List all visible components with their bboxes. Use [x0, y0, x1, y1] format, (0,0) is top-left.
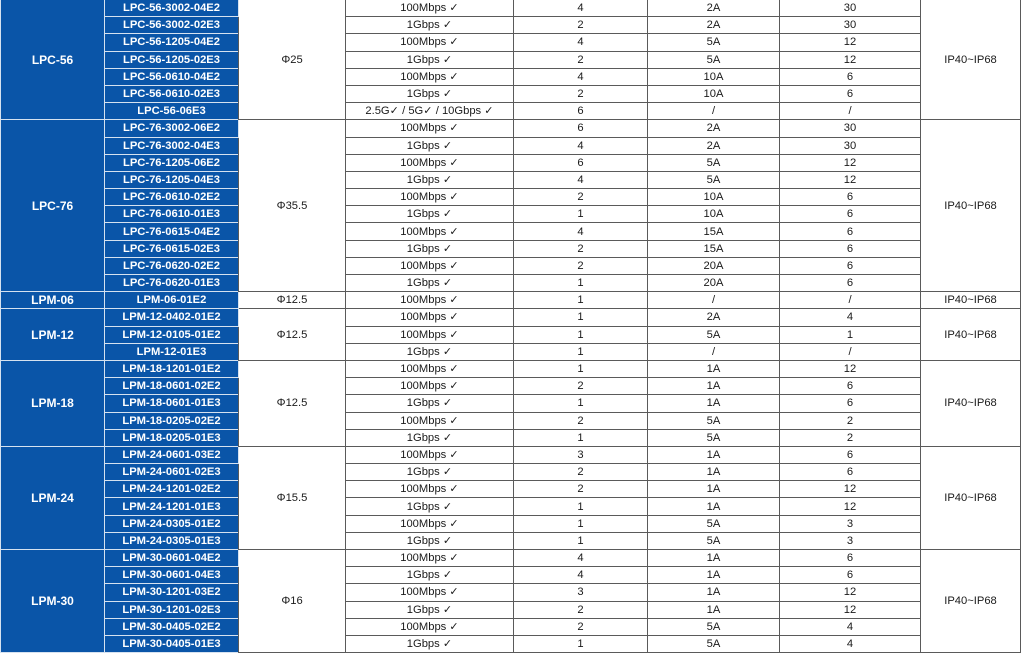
ports-cell: 2: [514, 481, 648, 498]
ports-cell: 1: [514, 343, 648, 360]
network-speed-cell: 100Mbps ✓: [346, 120, 514, 137]
ports-cell: 1: [514, 309, 648, 326]
network-speed-cell: 100Mbps ✓: [346, 515, 514, 532]
cycles-cell: 6: [780, 378, 921, 395]
table-row: [1, 137, 1021, 154]
table-row: [1, 154, 1021, 171]
diameter-cell: Φ12.5: [239, 309, 346, 361]
current-cell: 5A: [648, 429, 780, 446]
model-number-cell: LPM-30-0405-02E2: [105, 618, 239, 635]
current-cell: 1A: [648, 395, 780, 412]
network-speed-cell: 1Gbps ✓: [346, 635, 514, 652]
model-number-cell: LPC-76-0615-02E3: [105, 240, 239, 257]
cycles-cell: 6: [780, 223, 921, 240]
cycles-cell: 3: [780, 532, 921, 549]
cycles-cell: 6: [780, 68, 921, 85]
ports-cell: 2: [514, 618, 648, 635]
ports-cell: 3: [514, 584, 648, 601]
series-name-cell: LPM-18: [1, 360, 105, 446]
model-number-cell: LPM-18-0205-01E3: [105, 429, 239, 446]
network-speed-cell: 1Gbps ✓: [346, 85, 514, 102]
diameter-cell: Φ16: [239, 550, 346, 653]
table-row: [1, 498, 1021, 515]
model-number-cell: LPM-06-01E2: [105, 292, 239, 309]
network-speed-cell: 1Gbps ✓: [346, 275, 514, 292]
diameter-cell: Φ12.5: [239, 360, 346, 446]
cycles-cell: 6: [780, 85, 921, 102]
network-speed-cell: 100Mbps ✓: [346, 550, 514, 567]
ports-cell: 2: [514, 378, 648, 395]
table-row: [1, 103, 1021, 120]
network-speed-cell: 100Mbps ✓: [346, 34, 514, 51]
current-cell: 5A: [648, 51, 780, 68]
table-row: [1, 360, 1021, 377]
model-number-cell: LPC-76-0620-02E2: [105, 257, 239, 274]
network-speed-cell: 100Mbps ✓: [346, 446, 514, 463]
network-speed-cell: 1Gbps ✓: [346, 601, 514, 618]
network-speed-cell: 100Mbps ✓: [346, 292, 514, 309]
cycles-cell: 6: [780, 206, 921, 223]
network-speed-cell: 100Mbps ✓: [346, 223, 514, 240]
network-speed-cell: 100Mbps ✓: [346, 618, 514, 635]
ports-cell: 2: [514, 240, 648, 257]
ip-rating-cell: IP40~IP68: [921, 446, 1021, 549]
diameter-cell: Φ35.5: [239, 120, 346, 292]
model-number-cell: LPC-76-1205-06E2: [105, 154, 239, 171]
table-row: [1, 481, 1021, 498]
model-number-cell: LPM-12-0105-01E2: [105, 326, 239, 343]
model-number-cell: LPM-18-1201-01E2: [105, 360, 239, 377]
table-row: [1, 189, 1021, 206]
network-speed-cell: 1Gbps ✓: [346, 171, 514, 188]
network-speed-cell: 100Mbps ✓: [346, 257, 514, 274]
current-cell: 2A: [648, 0, 780, 17]
network-speed-cell: 100Mbps ✓: [346, 154, 514, 171]
model-number-cell: LPM-12-01E3: [105, 343, 239, 360]
model-number-cell: LPM-24-1201-01E3: [105, 498, 239, 515]
ports-cell: 2: [514, 85, 648, 102]
ports-cell: 6: [514, 154, 648, 171]
model-number-cell: LPC-56-1205-02E3: [105, 51, 239, 68]
ports-cell: 2: [514, 51, 648, 68]
network-speed-cell: 100Mbps ✓: [346, 481, 514, 498]
current-cell: 1A: [648, 378, 780, 395]
table-row: [1, 343, 1021, 360]
ports-cell: 4: [514, 0, 648, 17]
cycles-cell: 30: [780, 17, 921, 34]
table-row: [1, 446, 1021, 463]
network-speed-cell: 1Gbps ✓: [346, 343, 514, 360]
current-cell: 5A: [648, 326, 780, 343]
table-row: [1, 275, 1021, 292]
ip-rating-cell: IP40~IP68: [921, 120, 1021, 292]
model-number-cell: LPM-24-0305-01E3: [105, 532, 239, 549]
model-number-cell: LPC-56-1205-04E2: [105, 34, 239, 51]
table-row: [1, 17, 1021, 34]
current-cell: 1A: [648, 446, 780, 463]
cycles-cell: 6: [780, 550, 921, 567]
cycles-cell: 12: [780, 601, 921, 618]
current-cell: 1A: [648, 481, 780, 498]
cycles-cell: 12: [780, 360, 921, 377]
table-row: [1, 395, 1021, 412]
model-number-cell: LPC-76-0610-01E3: [105, 206, 239, 223]
current-cell: 10A: [648, 68, 780, 85]
current-cell: 1A: [648, 550, 780, 567]
ports-cell: 1: [514, 498, 648, 515]
model-number-cell: LPC-76-0620-01E3: [105, 275, 239, 292]
model-number-cell: LPC-56-3002-02E3: [105, 17, 239, 34]
table-row: [1, 429, 1021, 446]
table-row: [1, 240, 1021, 257]
ports-cell: 4: [514, 550, 648, 567]
ports-cell: 2: [514, 464, 648, 481]
model-number-cell: LPC-56-3002-04E2: [105, 0, 239, 17]
table-row: [1, 171, 1021, 188]
network-speed-cell: 1Gbps ✓: [346, 395, 514, 412]
table-row: [1, 412, 1021, 429]
table-row: [1, 515, 1021, 532]
model-number-cell: LPM-18-0205-02E2: [105, 412, 239, 429]
model-number-cell: LPC-76-1205-04E3: [105, 171, 239, 188]
current-cell: 2A: [648, 17, 780, 34]
current-cell: 5A: [648, 154, 780, 171]
table-row: [1, 68, 1021, 85]
ip-rating-cell: IP40~IP68: [921, 292, 1021, 309]
model-number-cell: LPC-76-3002-06E2: [105, 120, 239, 137]
network-speed-cell: 100Mbps ✓: [346, 584, 514, 601]
current-cell: 1A: [648, 584, 780, 601]
ports-cell: 1: [514, 635, 648, 652]
ip-rating-cell: IP40~IP68: [921, 309, 1021, 361]
cycles-cell: 30: [780, 0, 921, 17]
network-speed-cell: 100Mbps ✓: [346, 309, 514, 326]
model-number-cell: LPM-24-1201-02E2: [105, 481, 239, 498]
table-row: [1, 292, 1021, 309]
network-speed-cell: 1Gbps ✓: [346, 240, 514, 257]
model-number-cell: LPM-18-0601-02E2: [105, 378, 239, 395]
current-cell: 1A: [648, 498, 780, 515]
ports-cell: 2: [514, 17, 648, 34]
network-speed-cell: 100Mbps ✓: [346, 68, 514, 85]
cycles-cell: 30: [780, 120, 921, 137]
ports-cell: 1: [514, 275, 648, 292]
current-cell: 15A: [648, 240, 780, 257]
network-speed-cell: 1Gbps ✓: [346, 429, 514, 446]
cycles-cell: 12: [780, 154, 921, 171]
current-cell: /: [648, 292, 780, 309]
current-cell: 2A: [648, 309, 780, 326]
series-name-cell: LPM-30: [1, 550, 105, 653]
table-row: [1, 206, 1021, 223]
current-cell: 15A: [648, 223, 780, 240]
ports-cell: 1: [514, 395, 648, 412]
current-cell: 2A: [648, 137, 780, 154]
current-cell: /: [648, 343, 780, 360]
cycles-cell: 6: [780, 395, 921, 412]
ports-cell: 2: [514, 189, 648, 206]
ports-cell: 1: [514, 515, 648, 532]
series-name-cell: LPM-06: [1, 292, 105, 309]
network-speed-cell: 1Gbps ✓: [346, 464, 514, 481]
model-number-cell: LPM-30-0405-01E3: [105, 635, 239, 652]
ip-rating-cell: IP40~IP68: [921, 360, 1021, 446]
network-speed-cell: 1Gbps ✓: [346, 532, 514, 549]
network-speed-cell: 100Mbps ✓: [346, 378, 514, 395]
model-number-cell: LPM-30-1201-03E2: [105, 584, 239, 601]
ports-cell: 1: [514, 429, 648, 446]
table-row: [1, 51, 1021, 68]
cycles-cell: 4: [780, 635, 921, 652]
series-name-cell: LPC-56: [1, 0, 105, 120]
cycles-cell: /: [780, 103, 921, 120]
ports-cell: 4: [514, 68, 648, 85]
model-number-cell: LPM-24-0305-01E2: [105, 515, 239, 532]
diameter-cell: Φ12.5: [239, 292, 346, 309]
cycles-cell: 12: [780, 481, 921, 498]
ports-cell: 4: [514, 137, 648, 154]
table-row: [1, 550, 1021, 567]
ports-cell: 4: [514, 34, 648, 51]
cycles-cell: /: [780, 343, 921, 360]
cycles-cell: 6: [780, 257, 921, 274]
current-cell: 10A: [648, 206, 780, 223]
table-row: [1, 584, 1021, 601]
current-cell: 1A: [648, 360, 780, 377]
ports-cell: 3: [514, 446, 648, 463]
network-speed-cell: 1Gbps ✓: [346, 137, 514, 154]
cycles-cell: 12: [780, 171, 921, 188]
current-cell: 5A: [648, 34, 780, 51]
cycles-cell: 4: [780, 618, 921, 635]
diameter-cell: Φ25: [239, 0, 346, 120]
cycles-cell: 2: [780, 412, 921, 429]
cycles-cell: 30: [780, 137, 921, 154]
current-cell: 5A: [648, 171, 780, 188]
cycles-cell: 6: [780, 446, 921, 463]
ports-cell: 1: [514, 326, 648, 343]
table-row: [1, 0, 1021, 17]
model-number-cell: LPM-30-0601-04E2: [105, 550, 239, 567]
current-cell: 10A: [648, 85, 780, 102]
model-number-cell: LPC-56-0610-04E2: [105, 68, 239, 85]
table-row: [1, 567, 1021, 584]
table-row: [1, 223, 1021, 240]
model-number-cell: LPM-18-0601-01E3: [105, 395, 239, 412]
ports-cell: 1: [514, 360, 648, 377]
cycles-cell: 12: [780, 584, 921, 601]
series-name-cell: LPM-12: [1, 309, 105, 361]
ports-cell: 1: [514, 292, 648, 309]
current-cell: 1A: [648, 464, 780, 481]
current-cell: 5A: [648, 635, 780, 652]
cycles-cell: 6: [780, 189, 921, 206]
cycles-cell: 12: [780, 498, 921, 515]
current-cell: 20A: [648, 275, 780, 292]
cycles-cell: /: [780, 292, 921, 309]
model-number-cell: LPM-30-0601-04E3: [105, 567, 239, 584]
network-speed-cell: 2.5G✓ / 5G✓ / 10Gbps ✓: [346, 103, 514, 120]
table-row: [1, 618, 1021, 635]
table-row: [1, 378, 1021, 395]
network-speed-cell: 1Gbps ✓: [346, 206, 514, 223]
current-cell: 1A: [648, 601, 780, 618]
cycles-cell: 6: [780, 240, 921, 257]
cycles-cell: 12: [780, 34, 921, 51]
model-number-cell: LPC-76-0615-04E2: [105, 223, 239, 240]
table-row: [1, 257, 1021, 274]
table-row: [1, 85, 1021, 102]
table-row: [1, 309, 1021, 326]
cycles-cell: 6: [780, 567, 921, 584]
ports-cell: 6: [514, 120, 648, 137]
current-cell: 10A: [648, 189, 780, 206]
ip-rating-cell: IP40~IP68: [921, 0, 1021, 120]
cycles-cell: 1: [780, 326, 921, 343]
network-speed-cell: 100Mbps ✓: [346, 360, 514, 377]
model-number-cell: LPC-76-0610-02E2: [105, 189, 239, 206]
model-number-cell: LPM-30-1201-02E3: [105, 601, 239, 618]
current-cell: 5A: [648, 515, 780, 532]
spec-table-body: [1, 0, 1021, 653]
cycles-cell: 12: [780, 51, 921, 68]
cycles-cell: 2: [780, 429, 921, 446]
network-speed-cell: 100Mbps ✓: [346, 0, 514, 17]
model-number-cell: LPC-76-3002-04E3: [105, 137, 239, 154]
current-cell: 20A: [648, 257, 780, 274]
ports-cell: 1: [514, 532, 648, 549]
ip-rating-cell: IP40~IP68: [921, 550, 1021, 653]
ports-cell: 6: [514, 103, 648, 120]
ports-cell: 2: [514, 257, 648, 274]
network-speed-cell: 100Mbps ✓: [346, 189, 514, 206]
table-row: [1, 326, 1021, 343]
current-cell: 2A: [648, 120, 780, 137]
network-speed-cell: 1Gbps ✓: [346, 567, 514, 584]
cycles-cell: 6: [780, 464, 921, 481]
model-number-cell: LPM-24-0601-02E3: [105, 464, 239, 481]
current-cell: 5A: [648, 532, 780, 549]
table-row: [1, 120, 1021, 137]
current-cell: 5A: [648, 412, 780, 429]
network-speed-cell: 1Gbps ✓: [346, 51, 514, 68]
series-name-cell: LPC-76: [1, 120, 105, 292]
cycles-cell: 4: [780, 309, 921, 326]
table-row: [1, 532, 1021, 549]
model-number-cell: LPC-56-06E3: [105, 103, 239, 120]
network-speed-cell: 1Gbps ✓: [346, 498, 514, 515]
ports-cell: 2: [514, 412, 648, 429]
current-cell: 1A: [648, 567, 780, 584]
diameter-cell: Φ15.5: [239, 446, 346, 549]
series-name-cell: LPM-24: [1, 446, 105, 549]
ports-cell: 1: [514, 206, 648, 223]
ports-cell: 4: [514, 567, 648, 584]
current-cell: 5A: [648, 618, 780, 635]
ports-cell: 4: [514, 223, 648, 240]
network-speed-cell: 1Gbps ✓: [346, 17, 514, 34]
cycles-cell: 3: [780, 515, 921, 532]
table-row: [1, 464, 1021, 481]
model-number-cell: LPM-24-0601-03E2: [105, 446, 239, 463]
table-row: [1, 601, 1021, 618]
cycles-cell: 6: [780, 275, 921, 292]
model-number-cell: LPC-56-0610-02E3: [105, 85, 239, 102]
table-row: [1, 34, 1021, 51]
network-speed-cell: 100Mbps ✓: [346, 412, 514, 429]
network-speed-cell: 100Mbps ✓: [346, 326, 514, 343]
model-number-cell: LPM-12-0402-01E2: [105, 309, 239, 326]
table-row: [1, 635, 1021, 652]
current-cell: /: [648, 103, 780, 120]
ports-cell: 4: [514, 171, 648, 188]
ports-cell: 2: [514, 601, 648, 618]
